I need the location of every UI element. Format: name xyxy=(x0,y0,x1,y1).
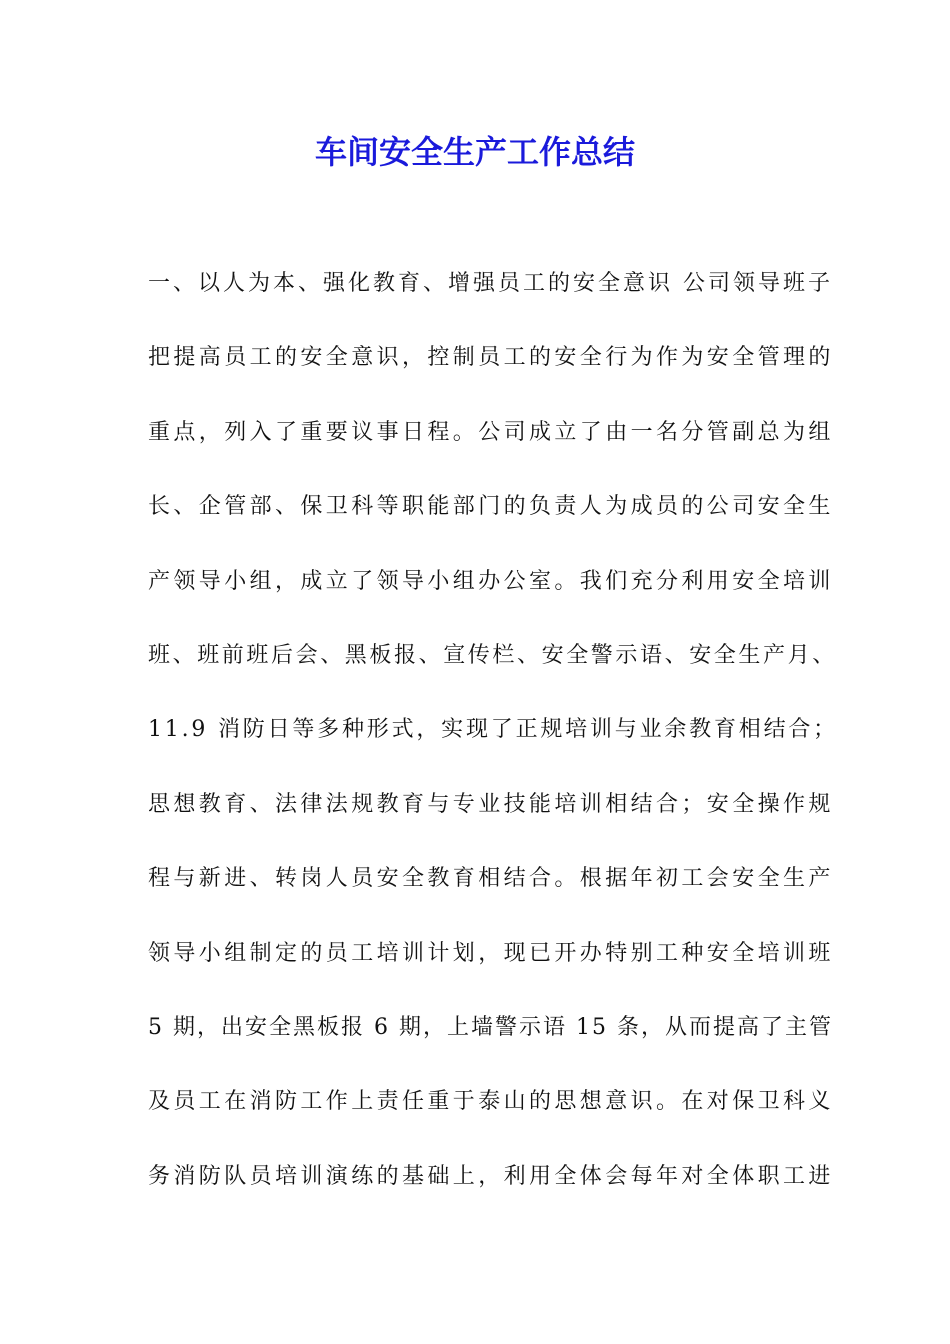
paragraph-line: 及员工在消防工作上责任重于泰山的思想意识。在对保卫科义 xyxy=(148,1089,834,1115)
paragraph-line: 班、班前班后会、黑板报、宣传栏、安全警示语、安全生产月、 xyxy=(148,642,837,668)
paragraph-line: 务消防队员培训演练的基础上，利用全体会每年对全体职工进 xyxy=(148,1163,834,1189)
paragraph-line: 5 期，出安全黑板报 6 期，上墙警示语 15 条，从而提高了主管 xyxy=(148,1014,833,1040)
document-title: 车间安全生产工作总结 xyxy=(314,133,635,171)
paragraph-line: 思想教育、法律法规教育与专业技能培训相结合；安全操作规 xyxy=(148,791,834,817)
document-body xyxy=(148,262,838,1229)
paragraph-line: 重点，列入了重要议事日程。公司成立了由一名分管副总为组 xyxy=(148,419,834,445)
paragraph-line: 11.9 消防日等多种形式，实现了正规培训与业余教育相结合； xyxy=(148,717,838,743)
paragraph-line: 一、以人为本、强化教育、增强员工的安全意识 公司领导班子 xyxy=(148,271,833,296)
paragraph-line: 程与新进、转岗人员安全教育相结合。根据年初工会安全生产 xyxy=(148,866,834,892)
paragraph-line: 把提高员工的安全意识，控制员工的安全行为作为安全管理的 xyxy=(148,345,834,371)
paragraph-line: 长、企管部、保卫科等职能部门的负责人为成员的公司安全生 xyxy=(148,494,834,520)
paragraph-line: 领导小组制定的员工培训计划，现已开办特别工种安全培训班 xyxy=(148,940,834,966)
paragraph-line: 产领导小组，成立了领导小组办公室。我们充分利用安全培训 xyxy=(148,568,834,594)
